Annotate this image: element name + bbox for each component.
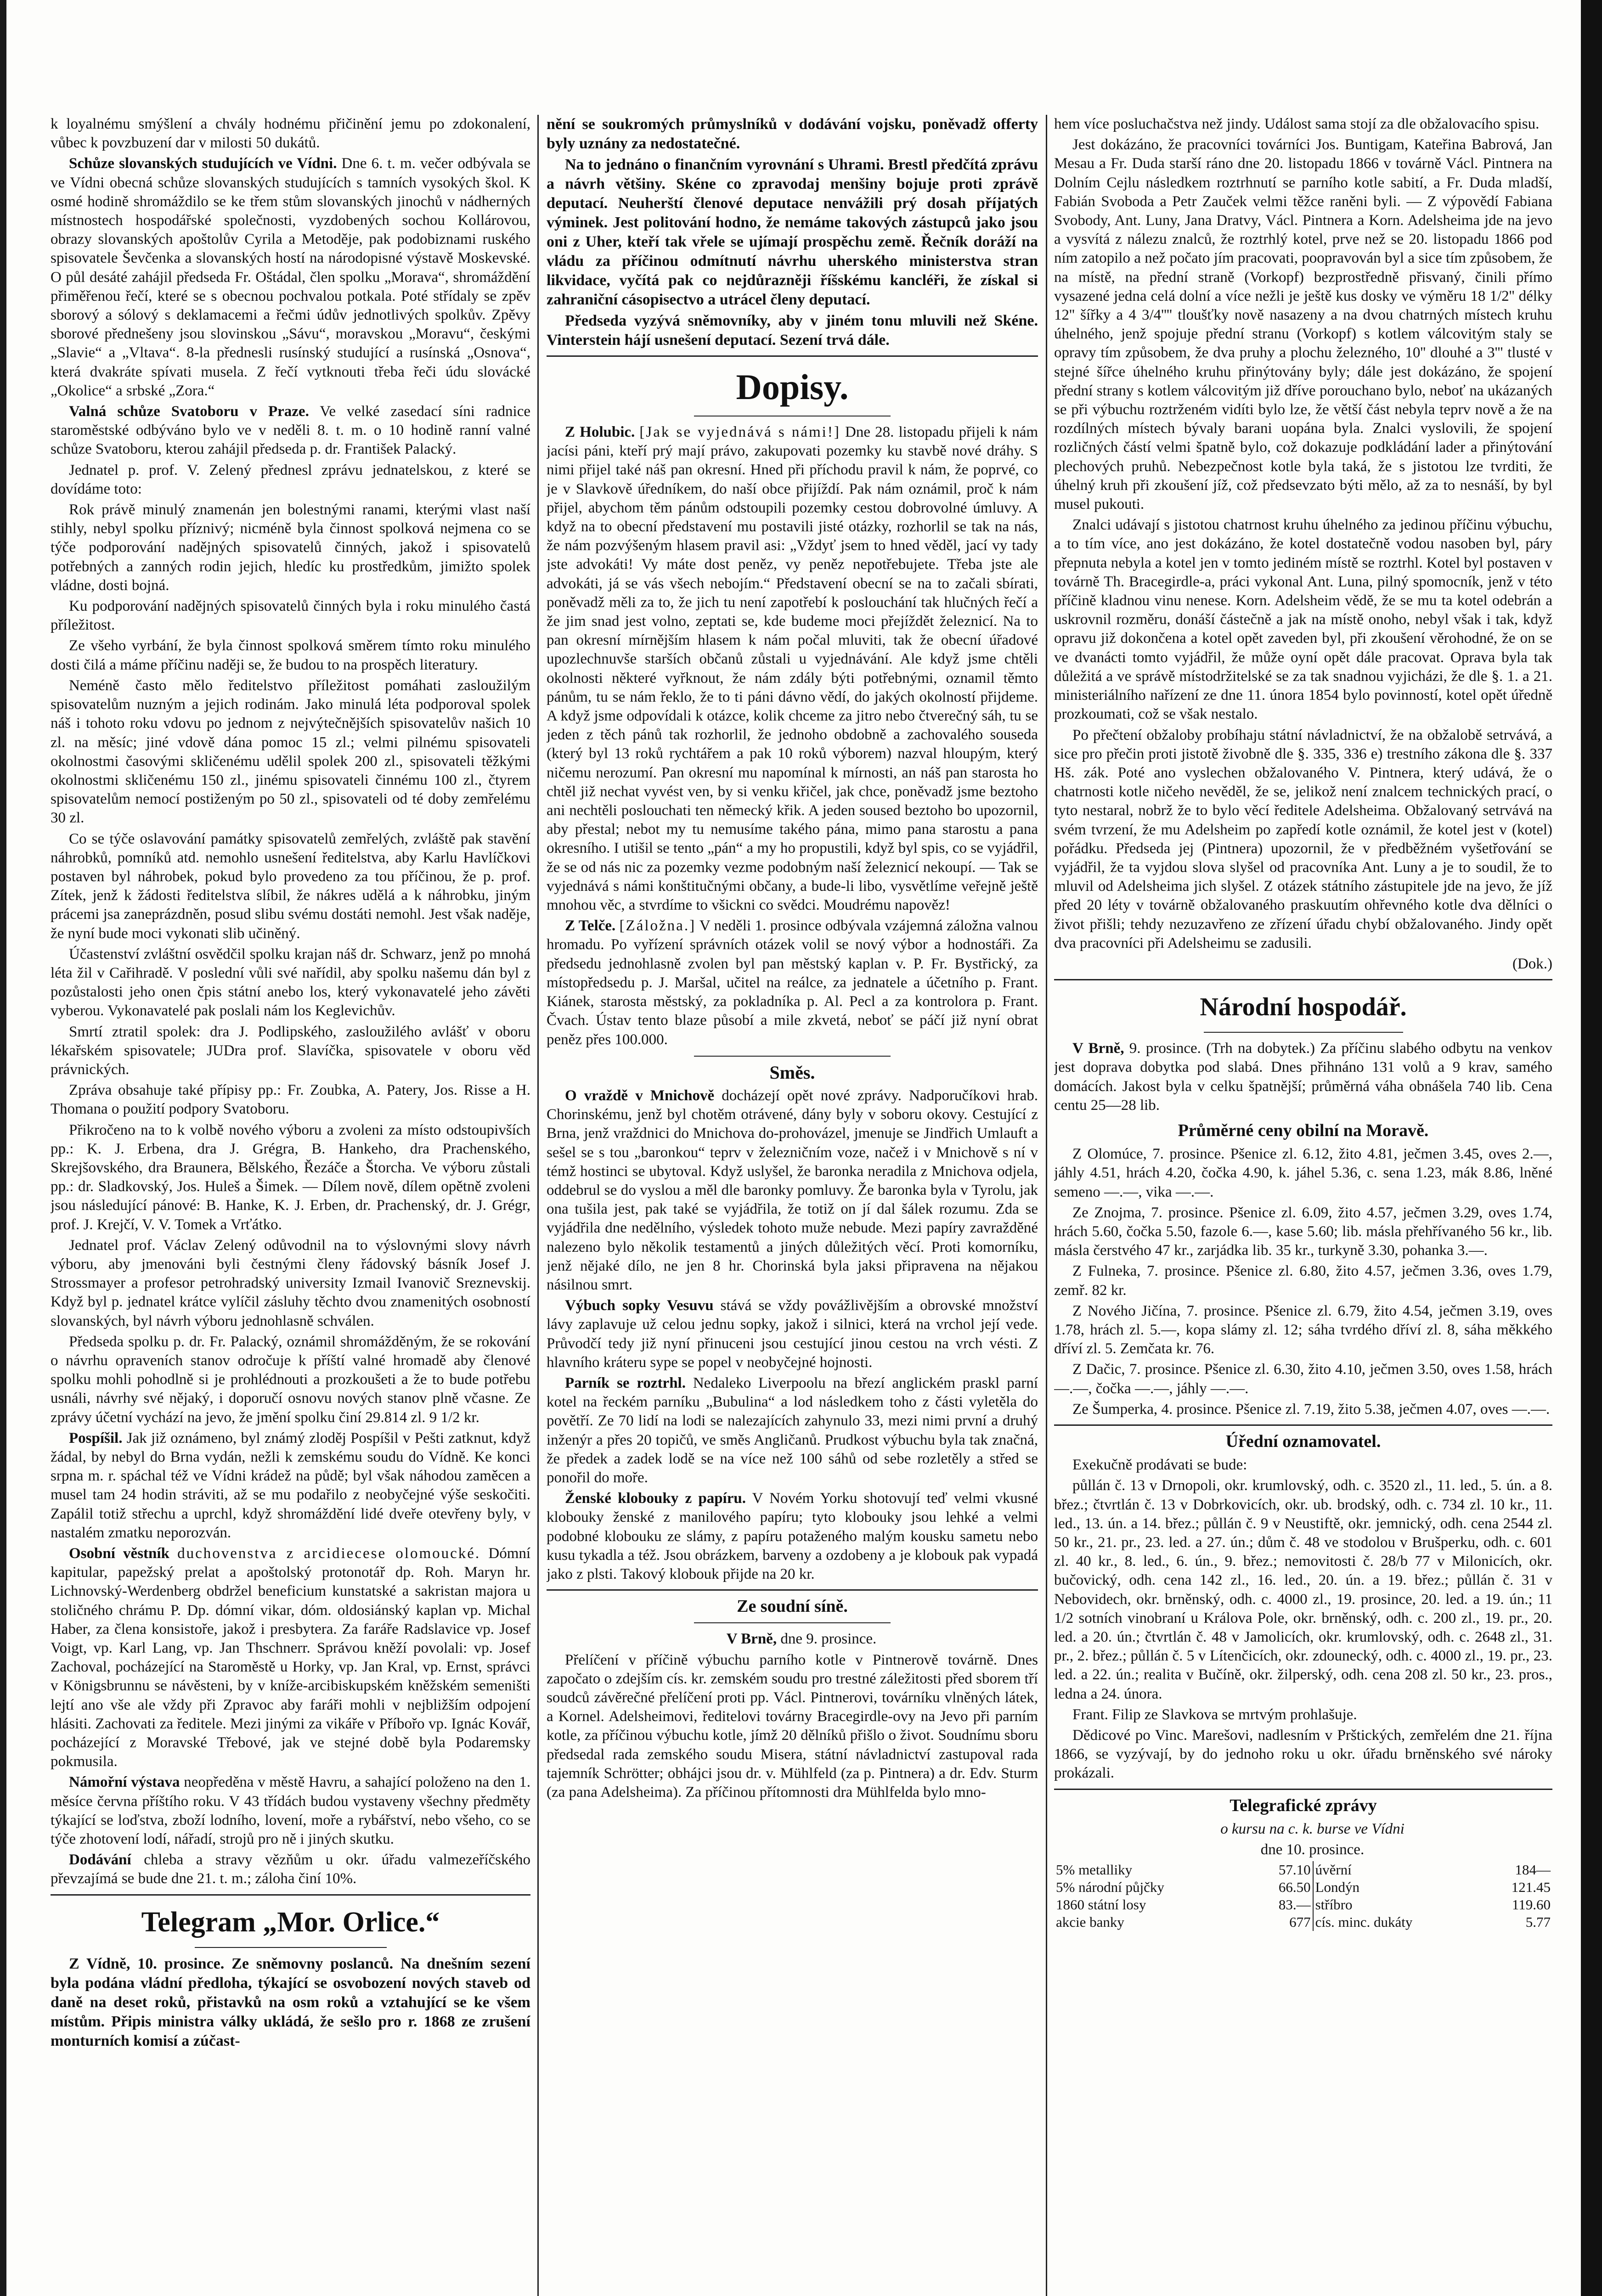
brne-dateline [547, 1630, 1038, 1649]
kurs-label: akcie banky [1056, 1914, 1124, 1930]
dopisy-heading: Dopisy. [736, 367, 849, 407]
brne-date: dne 9. prosince. [780, 1631, 877, 1648]
dodavani-article [51, 1851, 530, 1888]
column-rule [537, 115, 539, 2296]
ceny-item: Z Dačic, 7. prosince. Pšenice zl. 6.30, žito 4.10, ječmen 3.50, oves 1.58, hrách —.—, čočka —.—, jáhly —.—. [1054, 1361, 1552, 1397]
holubic-lead: [Jak se vyjednává s námi!] [639, 424, 840, 440]
parnik-article [547, 1374, 1038, 1487]
kurs-label: úvěrní [1313, 1861, 1494, 1879]
svatobor-paragraph: Předseda spolku p. dr. Fr. Palacký, oznámil shromážděným, že se rokování o návrhu opraveních stanov odročuje k příští valné hromadě aby členové spolku mohli pohodlně si je prohlédnouti a prozkoušeti a že to bude potřebu usnáli, návrhy své nějaký, i doporučí osnovu nových stanov plně včasne. Ze zprávy účetní vychází na jevo, že jmění spolku činí 29.814 zl. 9 1/2 kr. [51, 1333, 530, 1426]
svatobor-paragraph: Neméně často mělo ředitelstvo příležitost pomáhati zasloužilým spisovatelům nuzným a jejich rodinám. Jako minulá léta podporoval spolek náš i tohoto roku vdovu po jednom z nejvýtečnějších spisovatelův našich 10 zl. na měsíc; jiné vdově dána pomoc 15 zl.; velmi pilnému spisovateli okolnostmi časovými skličenému udělil spolek 200 zl., spisovateli těžkými okolnostmi skličenému 150 zl., jinému spisovateli činnému 100 zl., čtyrem spisovatelům nemocí postiženým po 50 zl., spisovateli od té doby zemřelému 30 zl. [51, 677, 530, 827]
column-3 [1054, 115, 1552, 2296]
scan-left-edge [0, 0, 6, 2296]
svatobor-paragraph: Jednatel prof. Václav Zelený odůvodnil na to výslovnými slovy návrh výboru, aby jmenováni byli čestnými členy řádovský básník Josef J. Strossmayer a profesor petrohradský university Izmail Ivanovič Sreznevskij. Když byl p. jednatel krátce vylíčil zásluhy těchto dvou znamenitých osobností slovanských, byl návrh výboru jednohlasně schválen. [51, 1237, 530, 1329]
intro-text: k loyalnému smýšlení a chvály hodnému přičinění jemu po zdokonalení, vůbec k povzbuzení dar v milosti 50 dukátů. [51, 116, 530, 152]
svatobor-paragraph: Jednatel p. prof. V. Zelený přednesl zprávu jednatelskou, z které se dovídáme toto: [51, 461, 530, 497]
trh-article [1054, 1039, 1552, 1115]
smes-heading: Směs. [769, 1062, 815, 1083]
urad-lead: Exekučně prodávati se bude: [1072, 1457, 1247, 1474]
vesuv-article [547, 1296, 1038, 1372]
svatobor-paragraph: Zpráva obsahuje také přípisy pp.: Fr. Zoubka, A. Patery, Jos. Risse a H. Thomana o použití podpory Svatoboru. [51, 1082, 530, 1118]
kurs-value: 121.45 [1511, 1879, 1551, 1896]
vesuv-body: stává se vždy povážlivějším a obrovské množství lávy zaplavuje už celou jednu sopky, jakož i silnici, která na vrchol její vede. Průvodčí tedy již nyní přinuceni jsou cestující jinou cestou na vrch vésti. Z hlavního kráteru sype se popel v neobyčejné hojnosti. [547, 1297, 1038, 1371]
table-row [1054, 1879, 1552, 1896]
svatobor-paragraph: Přikročeno na to k volbě nového výboru a zvoleni za místo odstoupivších pp.: K. J. Erbena, dra J. Grégra, B. Hankeho, dra Prachenského, Skrejšovského, dra Braunera, Bělského, Řezáče a Štorcha. Ve výboru zůstali pp.: dr. Sladkovský, Jos. Huleš a Šimek. — Dílem nově, dílem opětně zvoleni jsou následující pánové: B. Hanke, K. J. Erben, dr. Prachenský, dr. J. Grégr, prof. J. Krejčí, V. V. Tomek a Vrťátko. [51, 1121, 530, 1233]
zenske-body: V Novém Yorku shotovují teď velmi vkusné klobouky ženské z manilového papíru; tyto klobouky jsou lehké a velmi podobné klobouku ze slámy, z papíru potaženého malým kousku sametu nebo kusu tykadla a též. Jsou obrázkem, barveny a ozdobeny a je klobouk pak vypadá jako z plsti. Takový klobouk přijde na 20 kr. [547, 1490, 1038, 1582]
holubic-heading: Z Holubic. [565, 424, 635, 440]
kurs-value: 677 [1289, 1914, 1311, 1930]
svatobor-paragraph: Ze všeho vyrbání, že byla činnost spolková směrem tímto roku minulého dosti čilá a máme příčinu naději se, že budou to na prospěch literatury. [51, 637, 530, 673]
parnik-body: Nedaleko Liverpoolu na březí anglickém praskl parní kotel na řeckém parníku „Bubulina“ a lod následkem toho z části vyletěla do povětří. Ze 70 lidí na lodi se nalezajících zahynulo 33, mezi nimi první a druhý inženýr a přes 20 topičů, ve směs Angličanů. Prudkost výbuchu byla tak značná, že předek a zadek lodě se na více než 100 sáhů od sebe rozletěly a střed se ponořil do moře. [547, 1374, 1038, 1486]
svatobor-body: Ve velké zasedací síni radnice staroměstské odbýváno bylo ve v neděli 8. t. m. o 10 hodině ranní valné schůze Svatoboru, kterou zahájil předseda p. dr. František Palacký. [51, 403, 530, 458]
telce-article [547, 917, 1038, 1049]
telegraf-date: dne 10. prosince. [1260, 1841, 1365, 1858]
table-row [1054, 1913, 1552, 1931]
kurs-label: 1860 státní losy [1056, 1896, 1146, 1913]
vesuv-heading: Výbuch sopky Vesuvu [565, 1297, 714, 1314]
column-2 [547, 115, 1038, 2296]
telce-lead: [Záložna.] [619, 917, 696, 934]
ceny-item: Ze Šumperka, 4. prosince. Pšenice zl. 7.19, žito 5.38, ječmen 4.07, oves —.—. [1072, 1401, 1550, 1418]
parnik-heading: Parník se roztrhl. [565, 1374, 686, 1391]
vestnik-subheading: duchovenstva z arcidiecese olomoucké. [177, 1545, 481, 1562]
divider [1204, 1032, 1403, 1033]
trial-paragraph: Po přečtení obžaloby probíhaju státní návladnictví, že na obžalobě setrvává, a sice pro přečin proti jistotě živobně dle §. 335, 336 e) trestního zákona dle §. 337 Hš. zák. Poté ano vyslechen obžalovaného V. Pintnera, který udává, že o chatrnosti kotle ničeho nevěděl, že se, jelikož není znalcem technických prací, o tyto nestaral, nobrž že to bylo věcí ředitele Adelsheima. Obžalovaný setrvává na svém tvrzení, že mu Adelsheim po zapředí kotle oznámil, že kotel jest v (kotel) pořádku. Předseda jej (Pintnera) upozornil, že v předběžném vyšetřování se vyjádřil, že ta vyjdou slova slyšel od pracovníka Ant. Luny a je to soudil, že to mluvil od Adelsheima jich slyšel. Z otázek státního zástupitele jde na jevo, že jíž před 20 léty v továrně obžalovaného praskuutím ohřevného kotle dva dělníci o život přišli; tehdy nezuzavřeno ze zřízení úřadu chybí obžalovaného. Jindy opět dva pracovníci při Adelsheimu se zadusili. [1054, 726, 1552, 951]
vystava-article [51, 1773, 530, 1849]
students-heading: Schůze slovanských studujících ve Vídni. [69, 155, 337, 172]
kurs-value: 119.60 [1512, 1896, 1551, 1913]
zenske-article [547, 1489, 1038, 1584]
divider [1054, 1789, 1552, 1790]
telegram-heading: Telegram „Mor. Orlice.“ [141, 1906, 440, 1938]
trial-signature: (Dok.) [1512, 955, 1552, 972]
kursy-table [1054, 1861, 1552, 1931]
ceny-heading: Průměrné ceny obilní na Moravě. [1178, 1120, 1429, 1140]
divider [195, 1947, 387, 1948]
vrazde-article [547, 1086, 1038, 1294]
urad-dedicove: Dědicové po Vinc. Marešovi, nadlesním v Prštických, zemřelém dne 21. října 1866, se vyzývají, by do jednoho roku u okr. úřadu brněnského své nároky prokázali. [1054, 1727, 1552, 1782]
divider [547, 1589, 1038, 1591]
newspaper-page [51, 115, 1557, 2296]
telegraf-heading: Telegrafické zprávy [1230, 1795, 1377, 1815]
divider [694, 1622, 891, 1623]
telegram-predseda: Předseda vyzývá sněmovníky, aby v jiném tonu mluvili než Skéne. Vinterstein hájí usnešení deputací. Sezení trvá dále. [547, 312, 1038, 349]
table-row [1054, 1896, 1552, 1913]
telegraf-subheading: o kursu na c. k. burse ve Vídni [1220, 1820, 1405, 1837]
ceny-item: Z Fulnekа, 7. prosince. Pšenice zl. 6.80, žito 4.57, ječmen 3.36, oves 1.79, zemř. 82 kr. [1054, 1263, 1552, 1299]
students-article [51, 154, 530, 400]
hospodar-heading: Národní hospodář. [1200, 993, 1407, 1022]
ceny-item: Z Olomúce, 7. prosince. Pšenice zl. 6.12, žito 4.81, ječmen 3.45, oves 2.—, jáhly 4.51, hrách 4.20, čočka 4.90, k. jáhel 5.36, c. sena 1.23, mák 8.86, lněné semeno —.—, vika —.—. [1054, 1146, 1552, 1200]
divider [547, 355, 1038, 357]
vestnik-heading: Osobní věstník [69, 1545, 169, 1562]
telegram-uhrami: Na to jednáno o finančním vyrovnání s Uhrami. Brestl předčítá zprávu a návrh většiny. Skéne co zpravodaj menšiny bojuje proti zprávě deputací. Neuherští členové deputace nenvážili prý dosah příjatých výminek. Jest politování hodno, že nemáme takových zástupců jako jsou oni z Uher, kteří tak vřele se ujímají prospěchu země. Řečník doráží na vládu za příčinou odmítnutí návrhu uherského ministerstva stran likvidace, vyčítá pak co nejdůrazněji říšskému kancléři, že získal si zahraniční cásopisectvo a utrácel členy deputací. [547, 156, 1038, 308]
pospisil-body: Jak již oznámeno, byl známý zloděj Pospíšil v Pešti zatknut, když žádal, by nebyl do Brna vydán, nežli k zemskému soudu do Vídně. Ke konci srpna m. r. spáchal též ve Vídni krádež na půdě; byl však náhodou zaměcen a musel tam 24 hodin stráviti, až se mu podařilo z neobyčejné výše seskočiti. Zapálil totiž střechu a uprchl, když shromáždění lidé dveře otevřeny byly, v nastalém zmatku neporozván. [51, 1429, 530, 1541]
kurs-label: stříbro [1313, 1896, 1494, 1913]
column-rule [1046, 115, 1047, 2296]
trh-body: 9. prosince. (Trh na dobytek.) Za příčinu slabého odbytu na venkov jest doprava dobytka pod slabá. Dnes přihnáno 131 volů a 9 krav, samého domácích. Jakost byla v celku špatnější; průměrná váha obnášela 740 lib. Cena centu 25—28 lib. [1054, 1040, 1552, 1114]
kurs-value: 5.77 [1525, 1914, 1551, 1930]
svatobor-paragraph: Smrtí ztratil spolek: dra J. Podlipského, zasloužilého avlášť v oboru lékařském spisovatele; JUDra prof. Slavíčka, spisovatele v oboru věd právnických. [51, 1023, 530, 1078]
trh-heading: V Brně, [1072, 1040, 1124, 1057]
svatobor-paragraph: Rok právě minulý znamenán jen bolestnými ranami, kterými vlast naší stihly, nebyl spolku příznivý; nicméně byla činnost spolková nejmena co se týče podporování nadějných spisovatelů činných, jakož i spisovatelů potřebných a zanných rodin jejich, hledíc ku prostředkům, jimižto spolek vládne, dosti bojná. [51, 501, 530, 594]
divider [694, 1056, 891, 1057]
vrazde-body: docházejí opět nové zprávy. Nadporučíkovi hrab. Chorinskému, jenž byl chotěm otrávené, dány byly v soboru okovy. Cestující z Brna, jenž vraždnici do Mnichova do-prohovázel, jmenuje se Jindřich Umlauft a sešel se s tou „baronkou“ teprv v železničním voze, načež i v Mnichově s ní v témž hostinci se ubytoval. Když uslyšel, že baronka neradila z Mnichova odjela, oddebrul se do vyslou a měl dle baronky pomluvy. Že baronka byla v Tyrolu, jak ona tušila jest, pak také se vyjádřila, že totiž on jí dal šálek rozumu. Zda se vyjádřila dne nedělního, výsledek tohoto muže nebude. Mezi papíry zavražděné nalezeno bylo několik testamentů a jiných důležitých věcí. Proti komorníku, jenž nějaké dílo, ne jen 8 hr. Chorinská byla jaksi připravena na nějakou násilnou smrt. [547, 1087, 1038, 1293]
students-body: Dne 6. t. m. večer odbývala se ve Vídni obecná schůze slovanských studujících s tamních vysokých škol. K osmé hodině shromáždilo se ke třem stům slovanských jinochů v nádherných místnostech hospodářské společnosti, vyzdobených sochou Kollárovou, obrazy slovanských apoštolův Cyrila a Metoděje, pak podobiznami ruského spisovatele Ševčenka a slovanských hostí na národopisné výstavě Moskevské. O půl desáté zahájil předseda Fr. Oštádal, člen spolku „Morava“, shromáždění přiměřenou řečí, které se s obecnou pochvalou potkala. Poté střídaly se zpěv sborový a sólový s deklamacemi a řečmi údův jednotlivých spolkův. Zpěvy sborové přednešeny jsou slovinskou „Sávu“, moravskou „Moravu“, českými „Slavie“ a „Vltava“. 8-la přednesli rusínský studující a rusínská „Osnova“, která dvakráte spívati musela. Z řečí vytknouti třeba řeči údu slovácké „Okolice“ a srbské „Zora.“ [51, 155, 530, 399]
urad-heading: Úřední oznamovatel. [1225, 1432, 1381, 1451]
trial-continuation: hem více posluchačstva než jindy. Událost sama stojí za dle obžalovacího spisu. [1054, 116, 1540, 132]
svatobor-paragraph: Účastenství zvláštní osvědčil spolku krajan náš dr. Schwarz, jenž po mnohá léta žil v Cařihradě. V poslední vůli své nařídil, aby spolku našemu dán byl z pozůstalosti jeho onen čpis státní anebo los, který vykonavatelé jeho závěti vyberou. Vykonavatelé pak poslali nám los Keglevichův. [51, 945, 530, 1019]
telegram-continuation: nění se soukromých průmyslníků v dodávání vojsku, poněvadž offerty byly uznány za nedostatečné. [547, 116, 1038, 152]
ceny-item: Ze Znojma, 7. prosince. Pšenice zl. 6.09, žito 4.57, ječmen 3.29, oves 1.74, hrách 5.60, čočka 5.50, fazole 6.—, kase 5.60; lib. másla přehřívaného 56 kr., lib. másla čerstvého 47 kr., zarjádka lib. 35 kr., turkyně 3.30, pohanka 3.—. [1054, 1204, 1552, 1259]
urad-filip: Frant. Filip ze Slavkova se mrtvým prohlašuje. [1072, 1706, 1357, 1723]
pospisil-article [51, 1429, 530, 1542]
vystava-heading: Námořní výstava [69, 1774, 180, 1791]
svatobor-paragraph: Ku podporování nadějných spisovatelů činných byla i roku minulého častá příležitost. [51, 598, 530, 634]
column-1 [51, 115, 530, 2296]
divider [51, 1894, 530, 1896]
kurs-label: Londýn [1313, 1879, 1494, 1896]
vestnik-article [51, 1544, 530, 1771]
trial-paragraph: Jest dokázáno, že pracovníci továrníci Jos. Buntigam, Kateřina Babrová, Jan Mesau a Fr. Duda starší ráno dne 20. listopadu 1866 v továrně Václ. Pintnera na Dolním Cejlu následkem roztrhnutí se parního kotle sabití, a Fr. Duda mladší, Fabián Svoboda a Petr Zauček velmi těžce raněni byli. — Z výpovědí Fabiana Svobody, Ant. Luny, Jana Dratvy, Václ. Pintnera a Korn. Adelsheima jde na jevo a vysvítá z nálezu znalců, že roztrhlý kotel, prve než se 20. listopadu 1866 pod ním zatopilo a než počato jím pracovati, poopravován byl a sice tím způsobem, že na místě, na přední straně (Vorkopf) bezprostředně přisvaný, činili přímo vysazené jedna celá dolní a více nežli je ještě kus dosky ve výměru 18 1/2'' délky 12'' šířky a 4 3/4'''' tloušťky nově nasazeny a na dvou chatrných místech kruhu úhelného, jenž spojuje přední stranu (Vorkopf) s kotlem válcovitým staly se opravy tím způsobem, že dva pruhy a plochu železného, 10'' dlouhé a 3''' tlusté v stejné šířce úhelného kruhu přinýtovány byly; dále jest dokázáno, že spojení přední strany s kotlem válcovitým již dříve porouchano bylo, neboť na ukázaných se při výbuchu roztrženém vidíti bylo lze, že větší část nebyla teprv nově a že na rozdílných místech bývaly barani uopána byla. Znalci vyslovili, že spojení rozličných částí velmi špatně bylo, což dokazuje podkládání lader a přinýtování plechových pruhů. Nebezpečnost kotle byla taká, že s jistotou lze tvrditi, že úhelný kruh při zkoušení jíž, což předsevzato býti mělo, až za to nesnáší, by byl musel pukouti. [1054, 136, 1552, 513]
telce-body: V neděli 1. prosince odbývala vzájemná záložna valnou hromadu. Po vyřízení správních otázek volil se nový výbor a hodnostáři. Za předsedu jednohlasně zvolen byl pan městský kaplan v. P. Fr. Bystřický, za místopředsedu p. J. Maršal, učitel na reálce, za jednatele a účetního p. Frant. Kiánek, starosta městský, za pokladníka p. Al. Pecl a za kontrolora p. Frant. Čvach. Ústav tento blaze působí a mile zkvetá, neboť se páčí již nyní obrat peněz přes 100.000. [547, 917, 1038, 1048]
kurs-value: 66.50 [1278, 1879, 1311, 1896]
brne-body: Přelíčení v příčině výbuchu parního kotle v Pintnerově továrně. Dnes započato o zdejším cís. kr. zemském soudu pro trestné záležitosti před sborem tří soudců závěrečné přelíčení proti pp. Václ. Pintnerovi, továrníku vlněných látek, a Kornel. Adelsheimovi, ředitelovi továrny Bracegirdle-ovy na Jevo při parním kotle, za příčinou výbuchu kotle, jímž 20 dělníků přišlo o život. Soudnímu sboru předsedal rada zemského soudu Misera, státní návladnictví zastupoval rada tajemník Schrötter; obhájci jsou dr. v. Mühlfeld (za p. Pintnera) a dr. Edv. Sturm (za pana Adelsheima). Za příčinou přítomnosti dra Mühlfelda bylo mno- [547, 1651, 1038, 1801]
divider [1054, 1424, 1552, 1426]
svatobor-article [51, 402, 530, 459]
vestnik-body: Dómní kapitular, papežský prelat a apoštolský protonotář dp. Roh. Maryn hr. Lichnovský-Werdenberg obdržel beneficium kunstatské a sakristan majora u stoličného chrámu P. Dp. dómní vikar, dóm. oldosiánský kaplan vp. Michal Haber, za člena konsistoře, jakož i presbytera. Za faráře Radslavice vp. Josef Voigt, vp. Karl Lang, vp. Jan Thschnerr. Správou kněží povolali: vp. Josef Zachoval, pocházející na Staroměstě u Horky, vp. Jan Kral, vp. Ernst, správci v Königsbrunnu se návěsteni, by v kníže-arcibiskupském kněžském semeništi lejtí ano vše ale vždy při Zpravoc aby faráři mohli v nejbližším odpojení hlásiti. Zachovati za ředitele. Mezi jinými za vikáře v Příbořo vp. Ignác Kovář, pocházející z Moravské Třebové, jak ve stejné době byla Podaremsky pokmusila. [51, 1545, 530, 1770]
divider [1054, 979, 1552, 980]
scan-right-edge [1581, 0, 1602, 2296]
soudni-heading: Ze soudní síně. [737, 1597, 848, 1616]
pospisil-heading: Pospíšil. [69, 1429, 123, 1446]
holubic-article [547, 423, 1038, 915]
zenske-heading: Ženské klobouky z papíru. [565, 1490, 746, 1507]
table-row [1054, 1861, 1552, 1879]
kurs-value: 184— [1515, 1862, 1551, 1878]
urad-body: půllán č. 13 v Drnopoli, okr. krumlovský, odh. c. 3520 zl., 11. led., 5. ún. a 8. břez.; čtvrtlán č. 13 v Dobrkovicích, okr. ub. brodský, odh. c. 734 zl. 10 kr., 11. led., 13. ún. a 14. břez.; půllán č. 9 v Neustiftě, okr. jemnický, odh. cena 2544 zl. 50 kr., 21. pr., 23. led. a 27. ún.; dům č. 48 ve stodolou v Brušperku, odh. c. 601 zl. 40 kr., 8. led., 6. ún., 9. břez.; nemovitosti č. 28/b 77 v Milonicích, okr. bučovický, odh. cena 142 zl., 16. led., 20. ún. a 19. břez.; půllán č. 31 v Nebovidech, okr. brněnský, odh. c. 4000 zl., 19. prosince, 20. led. a 19. ún.; 11 1/2 sotních vinobraní u Králova Pole, okr. brněnský, odh. c. 200 zl., 19. pr., 20. led. a 20. ún.; čtvrtlán č. 48 v Jamolicích, okr. krumlovský, odh. c. 2648 zl., 31. pr., 2. břez.; půllán č. 5 v Lítenčicích, okr. zdounecký, odh. c. 4000 zl., 19. pr., 23. led. a 22. ún.; realita v Bučíně, okr. žilperský, odh. cena 208 zl. 50 kr., 23. pros., ledna a 24. února. [1054, 1477, 1552, 1702]
kurs-label: 5% metalliky [1056, 1862, 1133, 1878]
ceny-item: Z Nového Jičína, 7. prosince. Pšenice zl. 6.79, žito 4.54, ječmen 3.19, oves 1.78, hrách zl. 5.—, kopa slámy zl. 12; sáha tvrdého dříví zl. 8, sáha měkkého dříví zl. 5. Zemčata kr. 76. [1054, 1302, 1552, 1357]
kurs-label: 5% národní půjčky [1056, 1879, 1164, 1896]
kurs-value: 83.— [1278, 1896, 1311, 1913]
kurs-label: cís. minc. dukáty [1313, 1913, 1494, 1931]
dodavani-heading: Dodávání [69, 1851, 131, 1868]
kurs-value: 57.10 [1278, 1862, 1311, 1878]
vrazde-heading: O vraždě v Mnichově [565, 1087, 715, 1104]
telegram-body: Z Vídně, 10. prosince. Ze sněmovny poslanců. Na dnešním sezení byla podána vládní předloha, týkající se osvobození nových staveb od daně na deset roků, přistavků na osm roků a vztahující se ke všem místům. Připis ministra války ukládá, že sešlo pro r. 1868 ze zrušení monturních komisí a zúčast- [51, 1955, 530, 2049]
trial-paragraph: Znalci udávají s jistotou chatrnost kruhu úhelného za jedinou příčinu výbuchu, a to tím více, ano jest dokázáno, že kotel dostatečně vodou nasoben byl, páry přepnuta nebyla a kotel jen v tomto jediném místě se roztrhl. Kotel byl postaven v továrně Th. Bracegirdle-a, práci vykonal Ant. Luna, pilný spomocník, jenž v této příčině kladnou vinu nenese. Korn. Adelsheim vědě, že se mu ta kotel odebrán a uskrovnil rozměru, donáší částečně a jak na místě onoho, nebyl však i tak, když opravu již dokončena a kotel opět zaveden byl, při zkoušení věrohodné, že on se ve dvanácti tomto vyjádřil, že může oyní opět dále pracovat. Oprava byla tak důležitá a ve správě místodržitelské se za tak snadnou vyjicházi, že dle §. 1. a 21. ministeriálního nařízení ze dne 11. února 1854 bylo povinností, kotel opět úředně prozkoumati, což se však nestalo. [1054, 517, 1552, 723]
holubic-body: Dne 28. listopadu přijeli k nám jacísi páni, kteří prý mají právo, zakupovati pozemky ku stavbě nové dráhy. S nimi přijel také náš pan okresní. Hned při příchodu pravil k nám, že poprvé, co je v Slavkově úředníkem, do naší obce přijíždí. Pak nám oznámil, proč k nám přijel, abychom těm pánům odstoupili pozemky cestou dobrovolné úmluvy. A když na to obecní představení mu postavili jisté otázky, rozhorlil se tak na nás, že nám pozvýšeným hlasem pravil asi: „Vždyť jsem to hned věděl, jací vy tady jste advokáti! Vy máte dost peněz, vy peněz nepotřebujete. Třeba jste ale advokáti, já se vás všech nebojím.“ Představení obecní se na to začali sbírati, poněvadž měli za to, že jich tu není zapotřebí k poslouchání tak hlučných řečí a že jim snad jest volno, zeptati se, kde budeme moci přejíždět železnicí. Na to pan okresní mírnějším hlasem k nám počal mluviti, tak že obecní úřadové upozlechnuvše starších občanů zůstali u vyjednávání. Ale když jsme chtěli okolnosti některé vyřknout, že nám zdály býti potřebnými, oznamil těmto pánům, tu se nám řeklo, že to ti páni dávno vědí, do jakých okolností přijdeme. A když jsme odpovídali k otázce, kolik chceme za jitro nebo čtverečný sáh, tu se jeden z těch pánů tak rozhorlil, že jednoho obdobně a zachovalého souseda (který byl 13 roků rychtářem a pak 10 roků výborem) nazval hloupým, který ničemu nerozumí. Pan okresní mu napomínal k mírnosti, an náš pan starosta ho chtěl již nechat vyvést ven, by si venku křičel, jak chce, poněvadž jsme beztoho ani nechtěli poslouchati ten německý křik. A jeden soused beztoho bo upozornil, aby přestal; nebot my tu nemusíme takého pána, mimo pana starostu a pana okresního. I utišil se tento „pán“ a my ho propustili, když byl spis, co se vyjádřil, že se od nás nic za pozemky vezme podobným naší železnicí nekoupí. — Tak se vyjednává s námi konštitučnými občany, a bude-li libo, vysvětlíme veřejně ještě mnohou věc, a stvrdíme to všickni co svědci. Moudrému napověz! [547, 424, 1038, 914]
vystava-body: neopředěna v městě Havru, a sahající položeno na den 1. měsíce června příštího roku. V 43 třídách budou vystaveny všechny předměty týkající se loďstva, zboží lodního, lovení, moře a rybářství, nebo všeho, co se týče zhotovení lodí, nářadí, strojů pro ně i jiných skutku. [51, 1774, 530, 1848]
brne-heading: V Brně, [726, 1631, 777, 1648]
svatobor-paragraph: Co se týče oslavování památky spisovatelů zemřelých, zvláště pak stavění náhrobků, pomníků atd. nemohlo usnešení ředitelstva, aby Karlu Havlíčkovi postaven byl náhrobek, pokud bylo provedeno za tou příčinou, že p. prof. Zítek, jenž k žádosti ředitelstva slíbil, že nákres udělá a k náhrobku, jiným prácemi jsa zaneprázdněn, posud slibu svému dostáti nemohl. Jest však naděje, že nyní bude moci vykonati slib učiněný. [51, 830, 530, 942]
svatobor-heading: Valná schůze Svatoboru v Praze. [69, 403, 309, 420]
dodavani-body: chleba a stravy vězňům u okr. úřadu valmezeříčského převzajímá se bude dne 21. t. m.; záloha činí 10%. [51, 1851, 530, 1887]
telce-heading: Z Telče. [565, 917, 616, 934]
